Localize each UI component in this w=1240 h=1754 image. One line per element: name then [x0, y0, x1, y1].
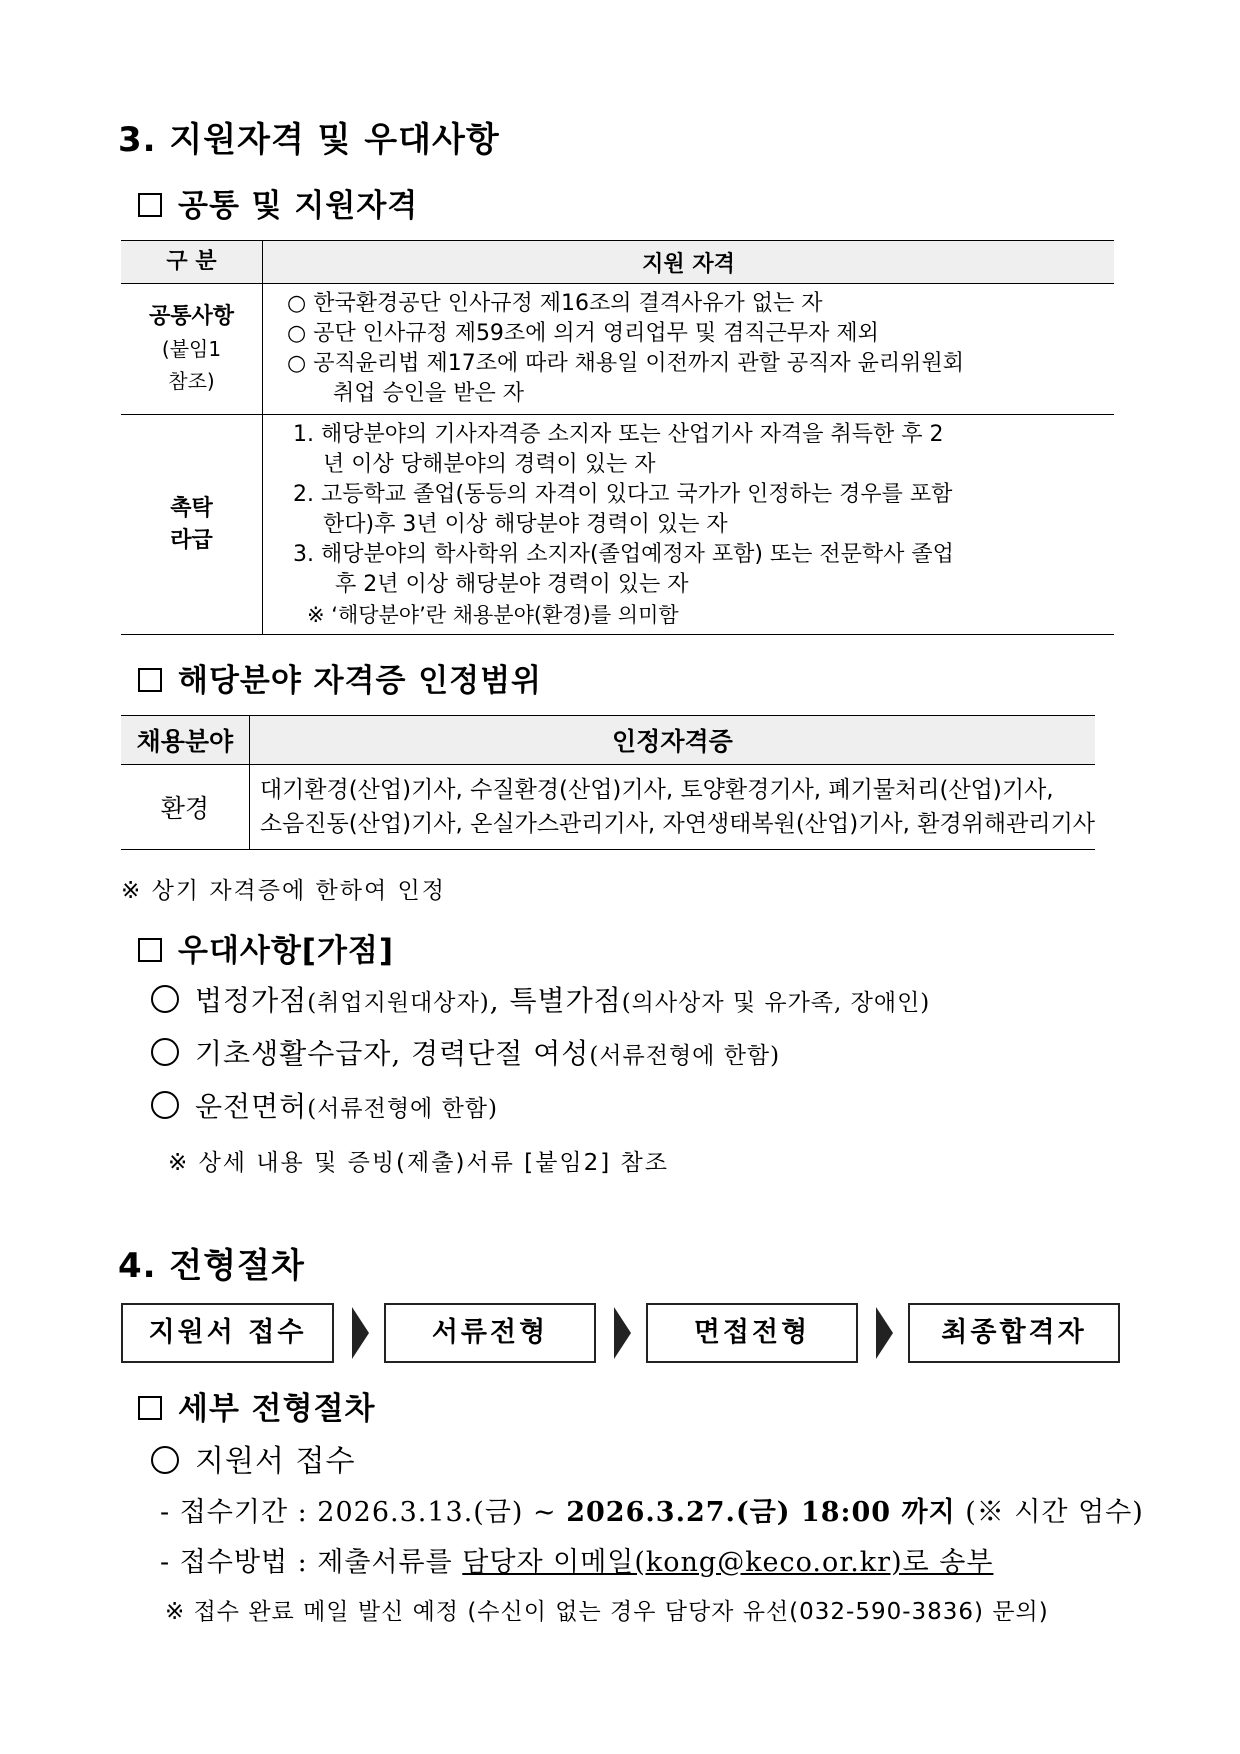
contract-line: 년 이상 당해분야의 경력이 있는 자	[323, 451, 656, 477]
preference-item-2: 기초생활수급자, 경력단절 여성(서류전형에 한함)	[151, 1032, 780, 1072]
section-3-title: 3. 지원자격 및 우대사항	[118, 120, 500, 160]
contract-note: ※ ‘해당분야’란 채용분야(환경)를 의미함	[307, 602, 679, 627]
table-row-common	[121, 284, 1114, 415]
common-line: 취업 승인을 받은 자	[333, 381, 524, 406]
checkbox-square-icon	[138, 1396, 162, 1420]
application-method: - 접수방법 : 제출서류를 담당자 이메일(kong@keco.or.kr)로 송부	[160, 1547, 994, 1578]
field-environment: 환경	[121, 765, 249, 850]
contract-line: 2. 고등학교 졸업(동등의 자격이 있다고 국가가 인정하는 경우를 포함	[293, 481, 953, 507]
contract-line: 한다)후 3년 이상 해당분야 경력이 있는 자	[323, 511, 728, 537]
table-header-certificates: 인정자격증	[249, 716, 1095, 765]
detail-sub-application: 지원서 접수	[151, 1436, 355, 1480]
common-qualification-heading: 공통 및 지원자격	[138, 180, 418, 225]
step-interview: 면접전형	[646, 1303, 858, 1363]
table-row-environment	[121, 765, 1095, 850]
preference-item-3: 운전면허(서류전형에 한함)	[151, 1085, 498, 1125]
circle-bullet-icon	[151, 985, 179, 1013]
detail-procedure-heading: 세부 전형절차	[138, 1383, 375, 1428]
table-header-qualification: 지원 자격	[263, 241, 1115, 284]
row-content-common	[263, 284, 1115, 415]
circle-bullet-icon	[151, 1446, 179, 1474]
cert-note: ※ 상기 자격증에 한하여 인정	[121, 878, 446, 904]
preference-item-1: 법정가점(취업지원대상자), 특별가점(의사상자 및 유가족, 장애인)	[151, 979, 930, 1019]
certificate-table	[121, 715, 1095, 850]
common-line: ○ 공직윤리법 제17조에 따라 채용일 이전까지 관할 공직자 윤리위원회	[287, 351, 964, 376]
table-header-category: 구 분	[121, 241, 263, 284]
application-period: - 접수기간 : 2026.3.13.(금) ~ 2026.3.27.(금) 18:00 까지 (※ 시간 엄수)	[160, 1497, 1144, 1528]
checkbox-square-icon	[138, 938, 162, 962]
common-line: ○ 공단 인사규정 제59조에 의거 영리업무 및 겸직근무자 제외	[287, 321, 879, 346]
circle-bullet-icon	[151, 1038, 179, 1066]
row-content-contract	[263, 415, 1115, 635]
contract-line: 후 2년 이상 해당분야 경력이 있는 자	[335, 571, 689, 597]
cert-range-heading: 해당분야 자격증 인정범위	[138, 655, 542, 700]
row-label-contract: 촉탁 라급	[121, 415, 263, 635]
step-document-screening: 서류전형	[384, 1303, 596, 1363]
common-line: ○ 한국환경공단 인사규정 제16조의 결격사유가 없는 자	[287, 291, 823, 316]
contact-email: 담당자 이메일(kong@keco.or.kr)로 송부	[462, 1547, 994, 1578]
receipt-notice: ※ 접수 완료 메일 발신 예정 (수신이 없는 경우 담당자 유선(032-590-3836) 문의)	[165, 1599, 1049, 1625]
checkbox-square-icon	[138, 193, 162, 217]
arrow-right-icon	[876, 1307, 893, 1359]
contract-line: 1. 해당분야의 기사자격증 소지자 또는 산업기사 자격을 취득한 후 2	[293, 421, 944, 447]
certificate-list: 대기환경(산업)기사, 수질환경(산업)기사, 토양환경기사, 폐기물처리(산업)기사, 소음진동(산업)기사, 온실가스관리기사, 자연생태복원(산업)기사, 환경위해관리기사	[249, 765, 1095, 850]
table-row-contract	[121, 415, 1114, 635]
preference-note: ※ 상세 내용 및 증빙(제출)서류 [붙임2] 참조	[168, 1150, 669, 1176]
arrow-right-icon	[614, 1307, 631, 1359]
step-application: 지원서 접수	[121, 1303, 334, 1363]
contract-line: 3. 해당분야의 학사학위 소지자(졸업예정자 포함) 또는 전문학사 졸업	[293, 541, 954, 567]
qualification-table	[121, 240, 1114, 635]
arrow-right-icon	[352, 1307, 369, 1359]
checkbox-square-icon	[138, 668, 162, 692]
preference-heading: 우대사항[가점]	[138, 925, 394, 970]
table-header-field: 채용분야	[121, 716, 249, 765]
row-label-common: 공통사항 (붙임1 참조)	[121, 284, 263, 415]
section-4-title: 4. 전형절차	[118, 1246, 305, 1286]
circle-bullet-icon	[151, 1091, 179, 1119]
step-final: 최종합격자	[908, 1303, 1120, 1363]
